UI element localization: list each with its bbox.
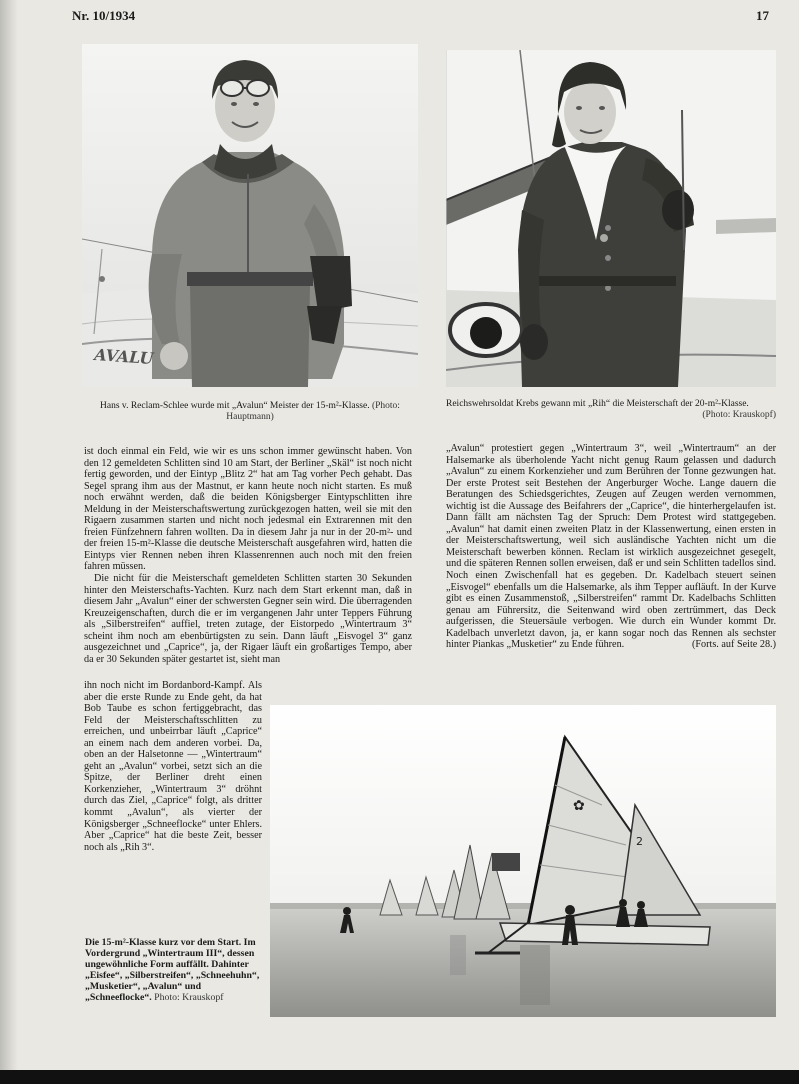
photo-caption-right — [446, 399, 776, 421]
scan-bottom-edge — [0, 1070, 799, 1084]
caption-text: Reichswehrsoldat Krebs gewann mit „Rih“ die Meisterschaft der 20-m²-Klasse. — [446, 399, 749, 409]
hull-lettering: AVALU — [93, 345, 155, 369]
photo-krebs — [446, 50, 776, 387]
article-paragraph — [446, 443, 776, 651]
photo-reclam-schlee — [82, 44, 418, 387]
portrait-illustration — [446, 50, 776, 387]
article-text: „Avalun“ protestiert gegen „Wintertraum 3“, weil „Wintertraum“ an der Halsemarke als überholende Yacht nicht genug Raum gelassen und dadurch „Avalun“ zu einem Korkenzieher und zum Berühren der Tonne gezwungen hat. Der erste Protest seit Bestehen der Angerburger Woche. Lange dauern die Beratungen des Schiedsgerichtes, Zeugen auf Zeugen werden vernommen, wichtig ist die Aussage des Beifahrers der „Caprice“, die hinterhergelaufen ist. Dann fällt am nächsten Tag der Spruch: Dem Protest wird stattgegeben. „Avalun“ hat damit einen zweiten Platz in der Klassenwertung, einen ersten in der Meisterschaftswertung, weil sich ausländische Yachten nicht um die Meisterschaft bewerben können. Reclam ist wirklich ausgezeichnet gesegelt, und die späteren Rennen sollen erweisen, daß er und sein Schlitten tadellos sind. Noch einen Zwischenfall hat es gegeben. Dr. Kadelbach steuert seinen „Eisvogel“ ebenfalls um die Halsemarke, als ihm Tepper aufläuft. In der Kurve gibt es einen Zusammenstoß, „Silberstreifen“ rammt Dr. Kadelbachs Schlitten genau am Führersitz, die Seitenwand wird oben zertrümmert, das Deck aufgerissen, die Steuersäule verbogen. Wie durch ein Wunder kommt Dr. Kadelbach unverletzt davon, ja, er kann sogar noch das Rennen als sechster hinter Piankas „Musketier“ zu Ende führen. — [446, 443, 776, 651]
binding-shadow — [0, 0, 18, 1084]
photo-caption-left — [82, 401, 418, 423]
article-column-left — [84, 446, 412, 665]
ice-yacht-illustration — [270, 705, 776, 1017]
photo-caption-bottom — [85, 937, 263, 1003]
article-paragraph: ihn noch nicht im Bordanbord-Kampf. Als aber die erste Runde zu Ende geht, da hat Bob Taube es schon fertiggebracht, das Feld der Meisterschaftsschlitten zu erreichen, und unbeirrbar läuft „Caprice“ an einem nach dem anderen vorbei. Da, oben an der Halsetonne — „Wintertraum“ geht an „Avalun“ vorbei, setzt sich an die Spitze, der Berliner dreht einen Korkenzieher, „Wintertraum 3“ dröhnt durch das Ziel, „Caprice“ folgt, als dritter kommt „Avalun“, als vierter der Königsberger „Schneeflocke“ unter Ehlers. Aber „Caprice“ hat die beste Zeit, besser noch als „Rih 3“. — [84, 680, 262, 853]
caption-text: Die 15-m²-Klasse kurz vor dem Start. Im Vordergrund „Wintertraum III“, dessen ungewöhnliche Form auffällt. Dahinter „Eisfee“, „Silberstreifen“, „Schneehuhn“, „Musketier“, „Avalun“ und „Schneeflocke“. — [85, 937, 260, 1003]
portrait-illustration — [82, 44, 418, 387]
photo-credit: (Photo: Krauskopf) — [702, 410, 776, 420]
svg-text:✿: ✿ — [573, 798, 585, 814]
article-column-narrow — [84, 680, 262, 853]
page-number: 17 — [756, 8, 769, 23]
article-paragraph: Die nicht für die Meisterschaft gemeldeten Schlitten starten 30 Sekunden hinter den Meisterschafts-Yachten. Kurz nach dem Start erkennt man, daß in diesem Jahr „Avalun“ einer der schwersten Gegner sein wird. Die überragenden Kreuzeigenschaften, durch die er im vergangenen Jahr unter Teppers Führung als „Silberstreifen“ auffiel, treten zutage, der Eistorpedo „Wintertraum 3“ scheint ihm noch am ebenbürtigsten zu sein. Dann läuft „Eisvogel 3“ ganz ausgezeichnet und „Caprice“, ja, der Rigaer läuft ein großartiges Tempo, aber da er 30 Sekunden später gestartet ist, sieht man — [84, 573, 412, 665]
issue-number: Nr. 10/1934 — [72, 8, 136, 23]
article-column-right — [446, 443, 776, 651]
continuation-note: (Forts. auf Seite 28.) — [691, 639, 776, 651]
photo-credit: (Photo: Hauptmann) — [226, 401, 400, 422]
photo-ice-yachts — [270, 705, 776, 1017]
caption-text: Hans v. Reclam-Schlee wurde mit „Avalun“ Meister der 15-m²-Klasse. — [100, 401, 370, 411]
article-paragraph: ist doch einmal ein Feld, wie wir es uns schon immer gewünscht haben. Von den 12 gemeldeten Schlitten sind 10 am Start, der Berliner „Skäl“ ist noch nicht fertig geworden, und der Eintyp „Blitz 2“ hat am Tag vorher Pech gehabt. Das Segel sprang ihm aus der Mastnut, er kann heute noch nicht starten. Es muß noch erwähnt werden, daß die beiden Königsberger Eintypschlitten ihre Meldung in der Meisterschaftswertung zurückgezogen hatten, weil sie mit den Rigaern zusammen starten und nicht noch jedesmal ein Extrarennen mit den freien Fünfzehnern fahren wollten. Da in diesem Jahr ja nur in der 20-m²- und der freien 15-m²-Klasse die deutsche Meisterschaft ausgefahren wird, hatten die Eintyps vier Rennen neben ihren Klassenrennen auch noch mit den freien fahren müssen. — [84, 446, 412, 573]
photo-credit: Photo: Krauskopf — [154, 992, 224, 1003]
svg-text:2: 2 — [636, 835, 643, 848]
